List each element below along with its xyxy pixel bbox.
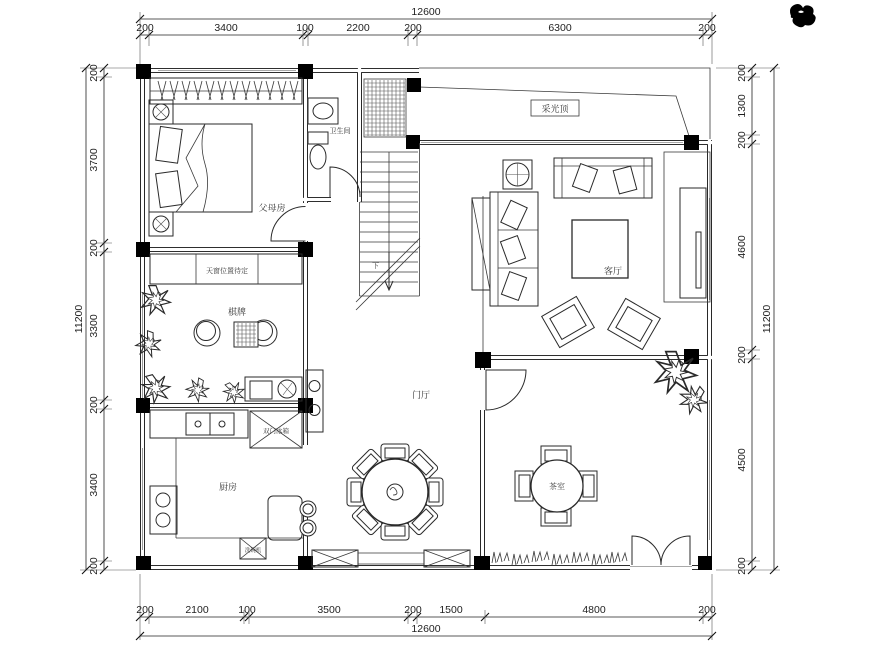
- bar-stool: [300, 520, 316, 536]
- label-tea-room: 茶室: [549, 482, 565, 491]
- dim-left-seg: 200: [88, 64, 100, 82]
- dimension-chain-top: [136, 6, 716, 64]
- armchair: [542, 296, 595, 347]
- label-hall: 门厅: [411, 390, 431, 400]
- tv: [696, 232, 701, 288]
- burner: [156, 493, 170, 507]
- games-room-furniture: [134, 254, 302, 406]
- dim-bottom-seg: 200: [698, 604, 716, 616]
- dimension-chain-right: [716, 64, 780, 575]
- sink-basin: [210, 413, 234, 435]
- dim-right-seg: 1300: [736, 94, 748, 118]
- sink-basin: [186, 413, 210, 435]
- wardrobe-hangers: [158, 81, 298, 100]
- ink-bat-logo-icon: [790, 4, 816, 27]
- dim-top-seg: 2200: [346, 22, 370, 34]
- plant: [134, 329, 165, 360]
- entry-double-door: [632, 536, 690, 565]
- kitchen-cabinets: [150, 410, 248, 438]
- dim-left-seg: 200: [88, 557, 100, 575]
- dim-bottom-seg: 2100: [185, 604, 209, 616]
- dim-bottom-seg: 100: [238, 604, 256, 616]
- dim-left-seg: 200: [88, 396, 100, 414]
- dim-top-seg: 200: [698, 22, 716, 34]
- pillow: [156, 126, 183, 163]
- dim-left-total: 11200: [73, 304, 85, 334]
- label-living-room: 客厅: [603, 266, 622, 276]
- dim-right-seg: 200: [736, 131, 748, 149]
- label-bathroom: 卫生间: [329, 128, 351, 135]
- tv-cabinet: [680, 188, 706, 298]
- dim-right-total: 11200: [761, 304, 773, 334]
- toilet: [310, 145, 326, 169]
- tv-wall-niche: [664, 152, 710, 302]
- staircase: [356, 79, 420, 310]
- plant: [142, 286, 171, 315]
- label-parents-room: 父母房: [258, 203, 286, 213]
- dim-left-seg: 200: [88, 239, 100, 257]
- dim-bottom-total: 12600: [411, 623, 441, 635]
- dim-bottom-seg: 4800: [582, 604, 606, 616]
- swivel-chair: [194, 320, 220, 346]
- hall-furniture: [306, 370, 470, 567]
- bar-stool: [300, 501, 316, 517]
- pillow: [501, 272, 526, 301]
- pillow: [572, 164, 597, 193]
- dim-right-seg: 200: [736, 557, 748, 575]
- dim-left-seg: 3300: [88, 314, 100, 338]
- dim-right-seg: 4500: [736, 448, 748, 472]
- tea-room-door: [486, 370, 526, 410]
- dim-top-seg: 6300: [548, 22, 572, 34]
- dim-right-seg: 4600: [736, 235, 748, 259]
- dim-left-seg: 3700: [88, 148, 100, 172]
- label-cabinet-note: 天窗位置待定: [206, 268, 248, 275]
- dim-top-seg: 200: [136, 22, 154, 34]
- sofa-two-seat: [554, 158, 652, 198]
- label-fridge: 双门冰箱: [263, 428, 289, 435]
- toilet-tank: [308, 132, 328, 144]
- dim-top-seg: 200: [404, 22, 422, 34]
- pillow: [501, 200, 527, 229]
- plant: [183, 375, 213, 405]
- label-kitchen: 厨房: [218, 482, 238, 492]
- tea-room-furniture: [492, 352, 713, 565]
- dim-top-seg: 3400: [214, 22, 238, 34]
- pillow: [500, 236, 525, 265]
- dim-bottom-seg: 3500: [317, 604, 341, 616]
- dim-top-seg: 100: [296, 22, 314, 34]
- plant: [220, 378, 247, 405]
- pillow: [156, 171, 183, 208]
- burner: [156, 513, 170, 527]
- stairs-direction-label: 下: [372, 263, 379, 270]
- dimension-chain-bottom: [136, 574, 716, 640]
- label-skylight-roof: 采光顶: [541, 104, 569, 114]
- living-room-furniture: [472, 152, 710, 352]
- stair-direction-arrow: [385, 252, 393, 290]
- dining-set: [347, 444, 443, 540]
- dim-bottom-seg: 200: [136, 604, 154, 616]
- dim-top-total: 12600: [411, 6, 441, 18]
- dim-left-seg: 3400: [88, 473, 100, 497]
- dim-bottom-seg: 1500: [439, 604, 463, 616]
- kitchen-island: [268, 496, 302, 540]
- dining-table: [362, 459, 428, 525]
- grass-border: [492, 551, 627, 565]
- dim-bottom-seg: 200: [404, 604, 422, 616]
- armchair: [608, 298, 661, 349]
- dim-right-seg: 200: [736, 64, 748, 82]
- label-dishwasher: 洗碗机: [244, 548, 262, 554]
- pillow: [613, 166, 637, 194]
- dim-right-seg: 200: [736, 346, 748, 364]
- bathroom-door: [330, 167, 360, 197]
- label-games-room: 棋牌: [227, 307, 247, 317]
- dimension-chain-left: [73, 64, 136, 575]
